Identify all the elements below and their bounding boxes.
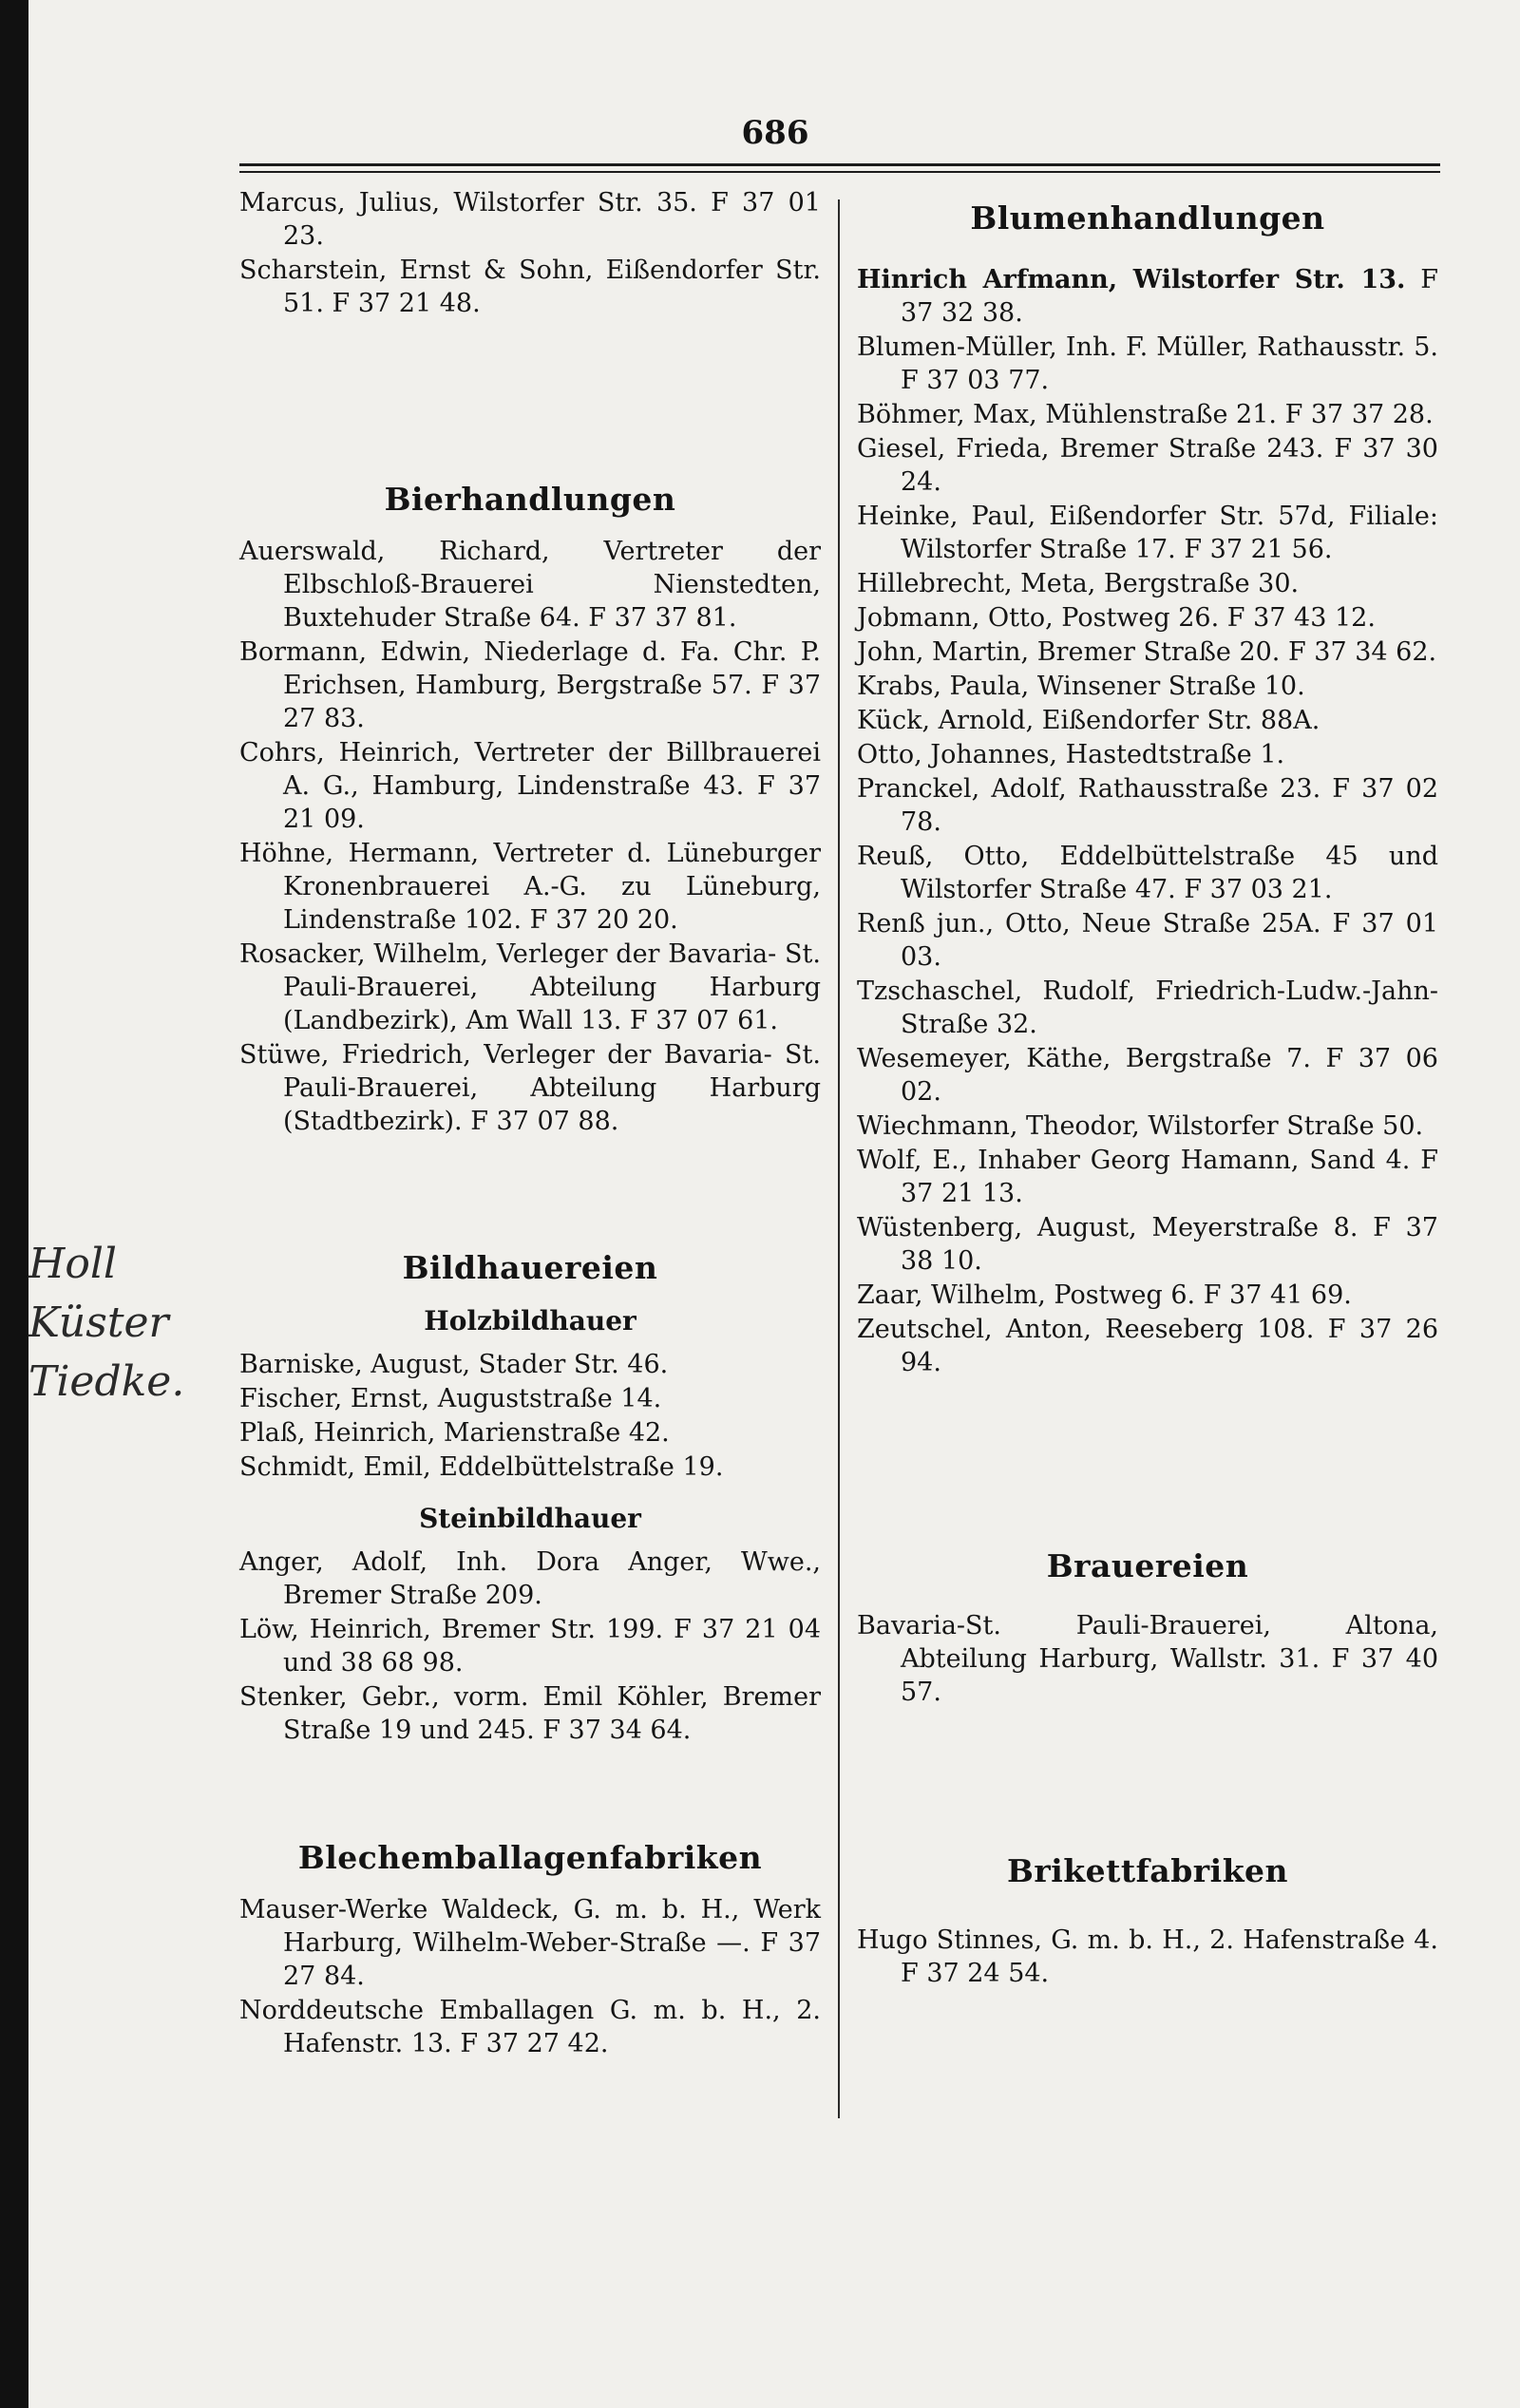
listing-entry: Stenker, Gebr., vorm. Emil Köhler, Bremer Straße 19 und 245. F 37 34 64. <box>239 1682 821 1745</box>
left-column <box>239 186 821 2061</box>
handwritten-margin-note <box>28 1235 218 1412</box>
margin-note-line: Holl <box>28 1240 118 1288</box>
listing-entry: Bavaria-St. Pauli-Brauerei, Altona, Abteilung Harburg, Wallstr. 31. F 37 40 57. <box>857 1611 1438 1707</box>
column-divider <box>838 199 840 2118</box>
listing-entry: Bormann, Edwin, Niederlage d. Fa. Chr. P. Erichsen, Hamburg, Bergstraße 57. F 37 27 83. <box>239 637 821 733</box>
listing-entry: Hillebrecht, Meta, Bergstraße 30. <box>857 569 1300 598</box>
listing-entry: Marcus, Julius, Wilstorfer Str. 35. F 37 01 23. <box>239 188 821 251</box>
listing-entry: Otto, Johannes, Hastedtstraße 1. <box>857 740 1285 769</box>
listing-entry: Blumen-Müller, Inh. F. Müller, Rathausstr. 5. F 37 03 77. <box>857 332 1438 395</box>
listing-entry: Rosacker, Wilhelm, Verleger der Bavaria- St. Pauli-Brauerei, Abteilung Harburg (Landbezirk), Am Wall 13. F 37 07 61. <box>239 939 821 1035</box>
listing-entry: Wolf, E., Inhaber Georg Hamann, Sand 4. F 37 21 13. <box>857 1146 1438 1208</box>
listing-entry: Böhmer, Max, Mühlenstraße 21. F 37 37 28. <box>857 400 1434 429</box>
listing-entry: Höhne, Hermann, Vertreter d. Lüneburger Kronenbrauerei A.-G. zu Lüneburg, Lindenstraße 102. F 37 20 20. <box>239 839 821 935</box>
listing-entry: Zaar, Wilhelm, Postweg 6. F 37 41 69. <box>857 1280 1352 1310</box>
listing-entry: Norddeutsche Emballagen G. m. b. H., 2. Hafenstr. 13. F 37 27 42. <box>239 1996 821 2058</box>
listing-entry: Wiechmann, Theodor, Wilstorfer Straße 50. <box>857 1111 1424 1141</box>
listing-entry: Auerswald, Richard, Vertreter der Elbschloß-Brauerei Nienstedten, Buxtehuder Straße 64. F 37 37 81. <box>239 537 821 633</box>
listing-entry: Krabs, Paula, Winsener Straße 10. <box>857 672 1305 701</box>
section-heading-blumenhandlungen: Blumenhandlungen <box>970 199 1325 237</box>
listing-entry: Hugo Stinnes, G. m. b. H., 2. Hafenstraße 4. F 37 24 54. <box>857 1925 1438 1988</box>
listing-entry: Plaß, Heinrich, Marienstraße 42. <box>239 1418 670 1448</box>
listing-entry: Kück, Arnold, Eißendorfer Str. 88A. <box>857 706 1320 735</box>
listing-entry: John, Martin, Bremer Straße 20. F 37 34 62. <box>857 637 1437 667</box>
listing-entry: Cohrs, Heinrich, Vertreter der Billbrauerei A. G., Hamburg, Lindenstraße 43. F 37 21 09. <box>239 738 821 834</box>
listing-entry: Reuß, Otto, Eddelbüttelstraße 45 und Wilstorfer Straße 47. F 37 03 21. <box>857 842 1438 904</box>
page-number: 686 <box>741 114 809 152</box>
directory-page <box>28 0 1520 2408</box>
section-heading-brauereien: Brauereien <box>1046 1547 1249 1584</box>
header-rule-top <box>239 163 1440 166</box>
section-heading-brikettfabriken: Brikettfabriken <box>1006 1852 1289 1889</box>
listing-entry: Zeutschel, Anton, Reeseberg 108. F 37 26 94. <box>857 1315 1438 1377</box>
margin-note-line: Küster <box>28 1299 169 1347</box>
listing-entry: Wüstenberg, August, Meyerstraße 8. F 37 38 10. <box>857 1213 1438 1276</box>
listing-entry: Jobmann, Otto, Postweg 26. F 37 43 12. <box>857 603 1376 633</box>
listing-entry: Wesemeyer, Käthe, Bergstraße 7. F 37 06 02. <box>857 1044 1438 1107</box>
listing-entry: Fischer, Ernst, Auguststraße 14. <box>239 1384 662 1413</box>
listing-entry: Anger, Adolf, Inh. Dora Anger, Wwe., Bremer Straße 209. <box>239 1547 821 1610</box>
section-heading-bierhandlungen: Bierhandlungen <box>384 481 676 518</box>
featured-entry-phone: F 37 32 38. <box>901 265 1439 328</box>
listing-entry: Tzschaschel, Rudolf, Friedrich-Ludw.-Jahn-Straße 32. <box>857 976 1438 1039</box>
margin-note-line: Tiedke. <box>28 1357 185 1406</box>
listing-entry: Renß jun., Otto, Neue Straße 25A. F 37 01 03. <box>857 909 1438 972</box>
featured-entry-name: Hinrich Arfmann, Wilstorfer Str. 13. <box>857 265 1406 294</box>
right-column <box>857 186 1438 1991</box>
listing-entry: Pranckel, Adolf, Rathausstraße 23. F 37 02 78. <box>857 774 1438 837</box>
header-rule-bottom <box>239 171 1440 173</box>
section-heading-bildhauereien: Bildhauereien <box>402 1249 658 1286</box>
listing-entry: Barniske, August, Stader Str. 46. <box>239 1350 669 1379</box>
listing-entry-featured <box>857 263 1438 330</box>
listing-entry: Scharstein, Ernst & Sohn, Eißendorfer Str. 51. F 37 21 48. <box>239 256 821 318</box>
listing-entry: Stüwe, Friedrich, Verleger der Bavaria- St. Pauli-Brauerei, Abteilung Harburg (Stadtbezirk). F 37 07 88. <box>239 1040 821 1136</box>
section-heading-blechemballagenfabriken: Blechemballagenfabriken <box>297 1839 763 1876</box>
listing-entry: Mauser-Werke Waldeck, G. m. b. H., Werk Harburg, Wilhelm-Weber-Straße —. F 37 27 84. <box>239 1895 821 1991</box>
listing-entry: Giesel, Frieda, Bremer Straße 243. F 37 30 24. <box>857 434 1438 497</box>
listing-entry: Löw, Heinrich, Bremer Str. 199. F 37 21 04 und 38 68 98. <box>239 1615 821 1678</box>
listing-entry: Schmidt, Emil, Eddelbüttelstraße 19. <box>239 1452 724 1482</box>
subsection-heading-steinbildhauer: Steinbildhauer <box>419 1503 641 1534</box>
subsection-heading-holzbildhauer: Holzbildhauer <box>424 1305 636 1337</box>
listing-entry: Heinke, Paul, Eißendorfer Str. 57d, Filiale: Wilstorfer Straße 17. F 37 21 56. <box>857 502 1438 564</box>
